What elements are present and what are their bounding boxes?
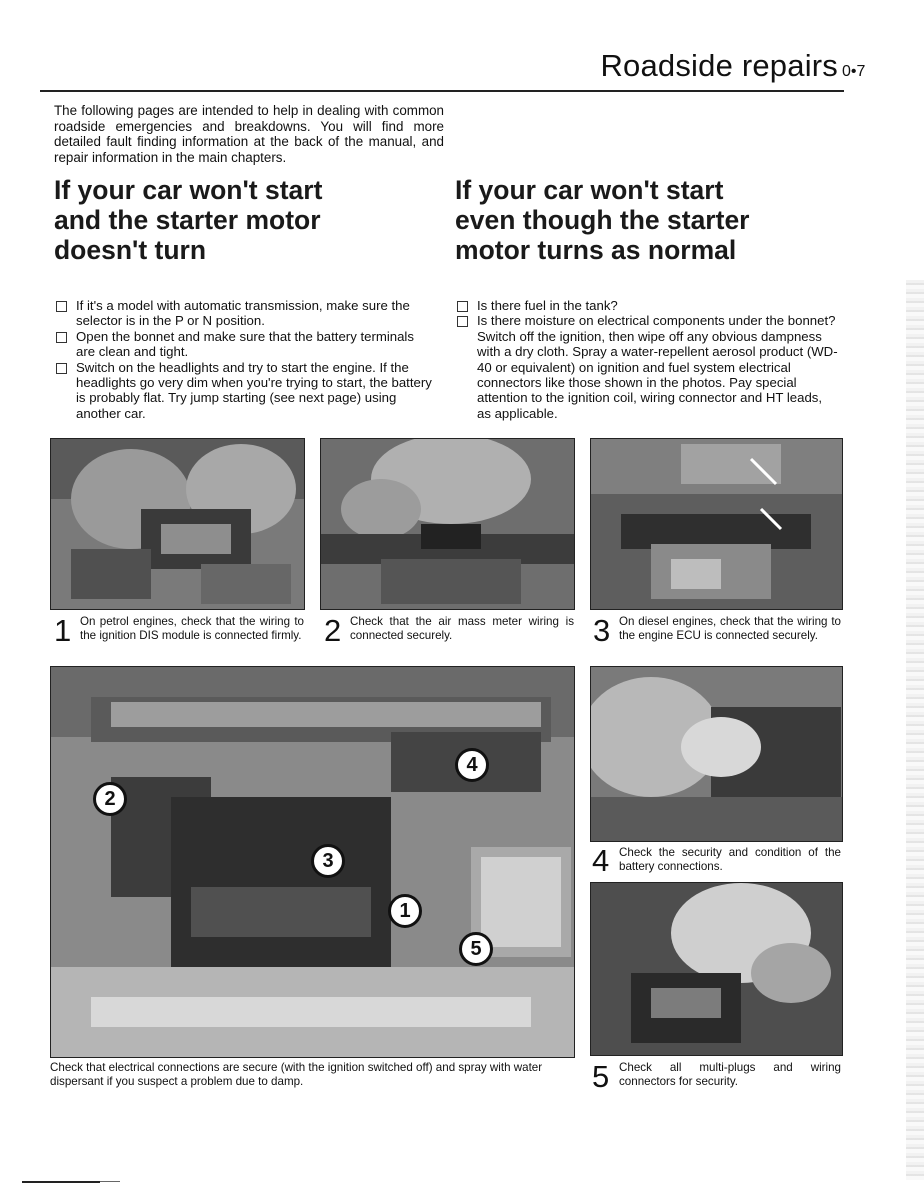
checkbox-icon — [56, 332, 67, 343]
page-number: 0•7 — [842, 63, 866, 80]
right-heading-line: If your car won't start — [455, 175, 724, 205]
photo-2 — [320, 438, 575, 610]
intro-paragraph: The following pages are intended to help in dealing with common roadside emergencies and breakdowns. You will find more detailed fault finding information at the back of the manual, and repair information in the main chapters. — [54, 103, 444, 165]
callout-badge: 3 — [311, 844, 345, 878]
caption-number: 4 — [592, 843, 610, 878]
checklist-item: Is there fuel in the tank? — [455, 298, 839, 313]
checklist-item: Is there moisture on electrical components under the bonnet? Switch off the ignition, then wipe off any obvious dampness with a dry cloth. Spray a water-repellent aerosol product (WD-40 or equivalent) on ignition and fuel system electrical connectors like those shown in the photos. Pay special attention to the ignition coil, wiring connector and HT leads, as applicable. — [455, 313, 839, 421]
callout-badge: 4 — [455, 748, 489, 782]
caption-number: 1 — [54, 613, 72, 648]
checkbox-icon — [457, 316, 468, 327]
photo-2-caption: Check that the air mass meter wiring is connected securely. — [350, 615, 574, 642]
caption-number: 5 — [592, 1059, 610, 1094]
left-heading-line: and the starter motor — [54, 205, 321, 235]
left-heading — [54, 175, 322, 265]
left-heading-line: doesn't turn — [54, 235, 207, 265]
photo-4-caption: Check the security and condition of the battery connections. — [619, 846, 841, 873]
checkbox-icon — [457, 301, 468, 312]
right-heading — [455, 175, 750, 265]
right-heading-line: even though the starter — [455, 205, 750, 235]
main-photo-caption: Check that electrical connections are secure (with the ignition switched off) and spray with water dispersant if you suspect a problem due to damp. — [50, 1061, 543, 1088]
photo-1 — [50, 438, 305, 610]
right-heading-line: motor turns as normal — [455, 235, 737, 265]
photo-4 — [590, 666, 843, 842]
footer-divider — [22, 1181, 100, 1183]
scan-edge — [906, 280, 924, 1180]
left-checklist — [54, 298, 434, 421]
callout-badge: 2 — [93, 782, 127, 816]
photo-1-caption: On petrol engines, check that the wiring to the ignition DIS module is connected firmly. — [80, 615, 304, 642]
photo-5 — [590, 882, 843, 1056]
caption-number: 3 — [593, 613, 611, 648]
checklist-item: Switch on the headlights and try to start the engine. If the headlights go very dim when you're trying to start, the battery is probably flat. Try jump starting (see next page) using another car. — [54, 360, 434, 422]
callout-badge: 5 — [459, 932, 493, 966]
photo-3 — [590, 438, 843, 610]
checkbox-icon — [56, 363, 67, 374]
header-divider — [40, 90, 844, 92]
left-heading-line: If your car won't start — [54, 175, 323, 205]
right-checklist — [455, 298, 839, 421]
checklist-item: Open the bonnet and make sure that the battery terminals are clean and tight. — [54, 329, 434, 360]
callout-badge: 1 — [388, 894, 422, 928]
page-title: Roadside repairs — [600, 48, 838, 83]
footer-divider — [100, 1181, 120, 1182]
caption-number: 2 — [324, 613, 342, 648]
checklist-item: If it's a model with automatic transmission, make sure the selector is in the P or N position. — [54, 298, 434, 329]
checkbox-icon — [56, 301, 67, 312]
photo-3-caption: On diesel engines, check that the wiring to the engine ECU is connected securely. — [619, 615, 841, 642]
photo-5-caption: Check all multi-plugs and wiring connectors for security. — [619, 1061, 841, 1088]
